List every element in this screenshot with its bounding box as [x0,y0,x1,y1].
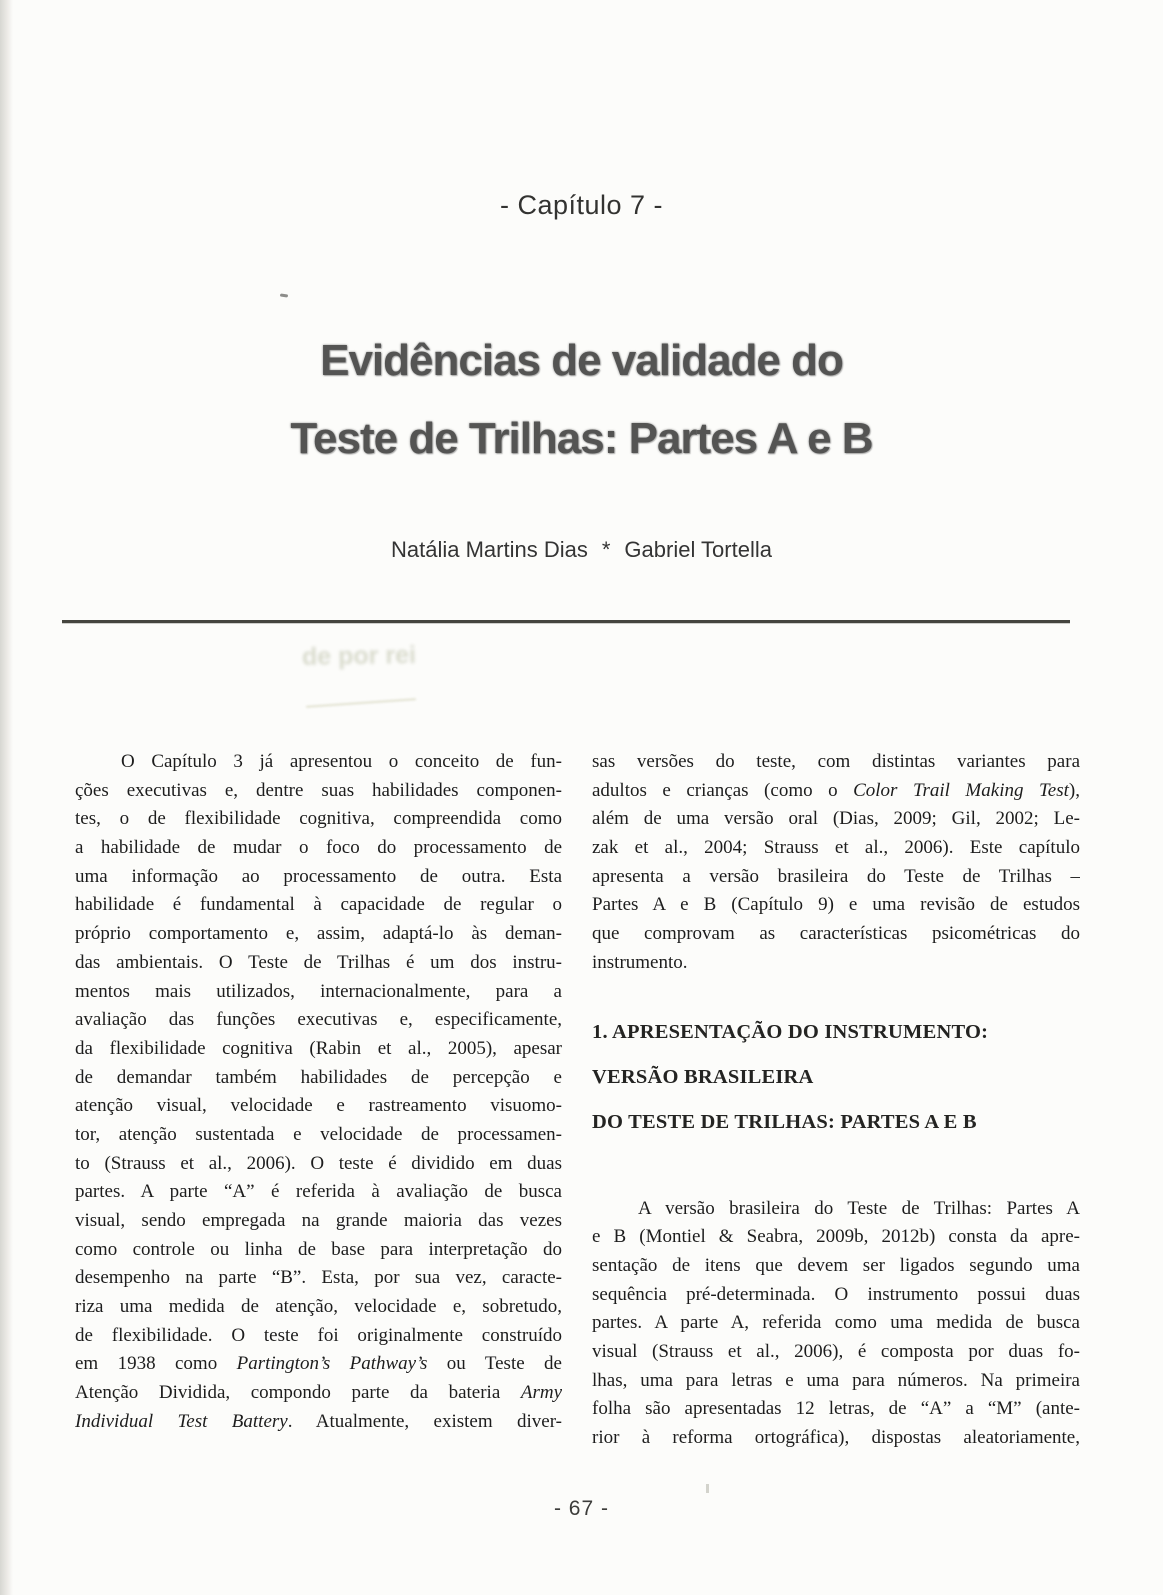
text-line: apresenta a versão brasileira do Teste de Trilhas – [592,865,1080,887]
text-line: além de uma versão oral (Dias, 2009; Gil, 2002; Le- [592,808,1080,830]
text-line: riza uma medida de atenção, velocidade e, sobretudo, [75,1296,562,1318]
text-line: Atenção Dividida, compondo parte da bateria Army [75,1382,562,1404]
text-line: visual, sendo empregada na grande maioria das vezes [75,1210,562,1231]
text-line: Partes A e B (Capítulo 9) e uma revisão de estudos [592,894,1080,916]
text-line: como controle ou linha de base para interpretação do [75,1238,562,1260]
text-line: sas versões do teste, com distintas variantes para [592,751,1080,772]
body-paragraph [75,748,562,1437]
text-line: lhas, uma para letras e uma para números. Na primeira [592,1369,1080,1391]
authors-line [0,537,1163,563]
text-line: visual (Strauss et al., 2006), é composta por duas fo- [592,1340,1080,1362]
text-line: mentos mais utilizados, internacionalmente, para a [75,980,562,1002]
body-paragraph [592,1195,1080,1453]
text-line: tes, o de flexibilidade cognitiva, compreendida como [75,808,562,830]
scan-speck [706,1484,709,1493]
text-line: partes. A parte “A” é referida à avaliação de busca [75,1181,562,1203]
text-line: instrumento. [592,951,688,973]
author-separator-asterisk: * [601,537,611,562]
heading-line: 1. APRESENTAÇÃO DO INSTRUMENTO: [592,1020,989,1043]
text-line: uma informação ao processamento de outra. Esta [75,865,562,887]
text-line: sentação de itens que devem ser ligados segundo uma [592,1254,1080,1276]
text-line: A versão brasileira do Teste de Trilhas: Partes A [638,1197,1080,1219]
text-line: da flexibilidade cognitiva (Rabin et al., 2005), apesar [75,1037,562,1059]
text-line: que comprovam as características psicométricas do [592,923,1080,945]
title-line-2: Teste de Trilhas: Partes A e B [290,414,873,463]
text-line: de demandar também habilidades de percepção e [75,1066,562,1088]
text-line: próprio comportamento e, assim, adaptá-lo às deman- [75,923,562,945]
author-name-2: Gabriel Tortella [624,537,772,562]
text-line: das ambientais. O Teste de Trilhas é um dos instru- [75,951,562,973]
page-number: - 67 - [553,1497,609,1520]
text-line: O Capítulo 3 já apresentou o conceito de fun- [121,751,562,772]
heading-line: VERSÃO BRASILEIRA [592,1065,814,1088]
text-line: rior à reforma ortográfica), dispostas aleatoriamente, [592,1427,1080,1448]
scan-speck-mark [280,293,288,297]
bleedthrough-ghost-line [306,698,416,708]
text-line: e B (Montiel & Seabra, 2009b, 2012b) consta da apre- [592,1226,1080,1248]
text-line: avaliação das funções executivas e, especificamente, [75,1009,562,1031]
text-line: ções executivas e, dentre suas habilidades componen- [75,779,562,801]
text-line: tor, atenção sustentada e velocidade de processamen- [75,1123,562,1145]
text-line: partes. A parte A, referida como uma medida de busca [592,1312,1080,1334]
page-title [0,322,1163,478]
body-paragraph [592,748,1080,978]
text-line: zak et al., 2004; Strauss et al., 2006). Este capítulo [592,837,1080,859]
text-line: to (Strauss et al., 2006). O teste é dividido em duas [75,1152,562,1174]
text-line: sequência pré-determinada. O instrumento possui duas [592,1283,1080,1305]
author-name-1: Natália Martins Dias [391,537,588,562]
text-line: folha são apresentadas 12 letras, de “A” a “M” (ante- [592,1398,1080,1420]
heading-line: DO TESTE DE TRILHAS: PARTES A E B [592,1110,977,1133]
header-divider-rule [62,620,1070,623]
text-line: habilidade é fundamental à capacidade de regular o [75,894,562,916]
chapter-label: - Capítulo 7 - [499,190,664,220]
scan-edge-shadow [0,0,13,1595]
text-line: desempenho na parte “B”. Esta, por sua vez, caracte- [75,1267,562,1289]
text-line: atenção visual, velocidade e rastreamento visuomo- [75,1095,562,1117]
body-column-left [75,748,562,1437]
section-heading [592,1010,1080,1145]
text-line: de flexibilidade. O teste foi originalmente construído [75,1324,562,1346]
body-column-right [592,748,1080,1453]
bleedthrough-ghost-text: de por rei [301,641,417,671]
title-line-1: Evidências de validade do [320,336,843,385]
text-line: Individual Test Battery. Atualmente, existem diver- [75,1410,562,1432]
text-line: a habilidade de mudar o foco do processamento de [75,837,562,859]
text-line: adultos e crianças (como o Color Trail Making Test), [592,779,1080,801]
text-line: em 1938 como Partington’s Pathway’s ou Teste de [75,1353,562,1375]
